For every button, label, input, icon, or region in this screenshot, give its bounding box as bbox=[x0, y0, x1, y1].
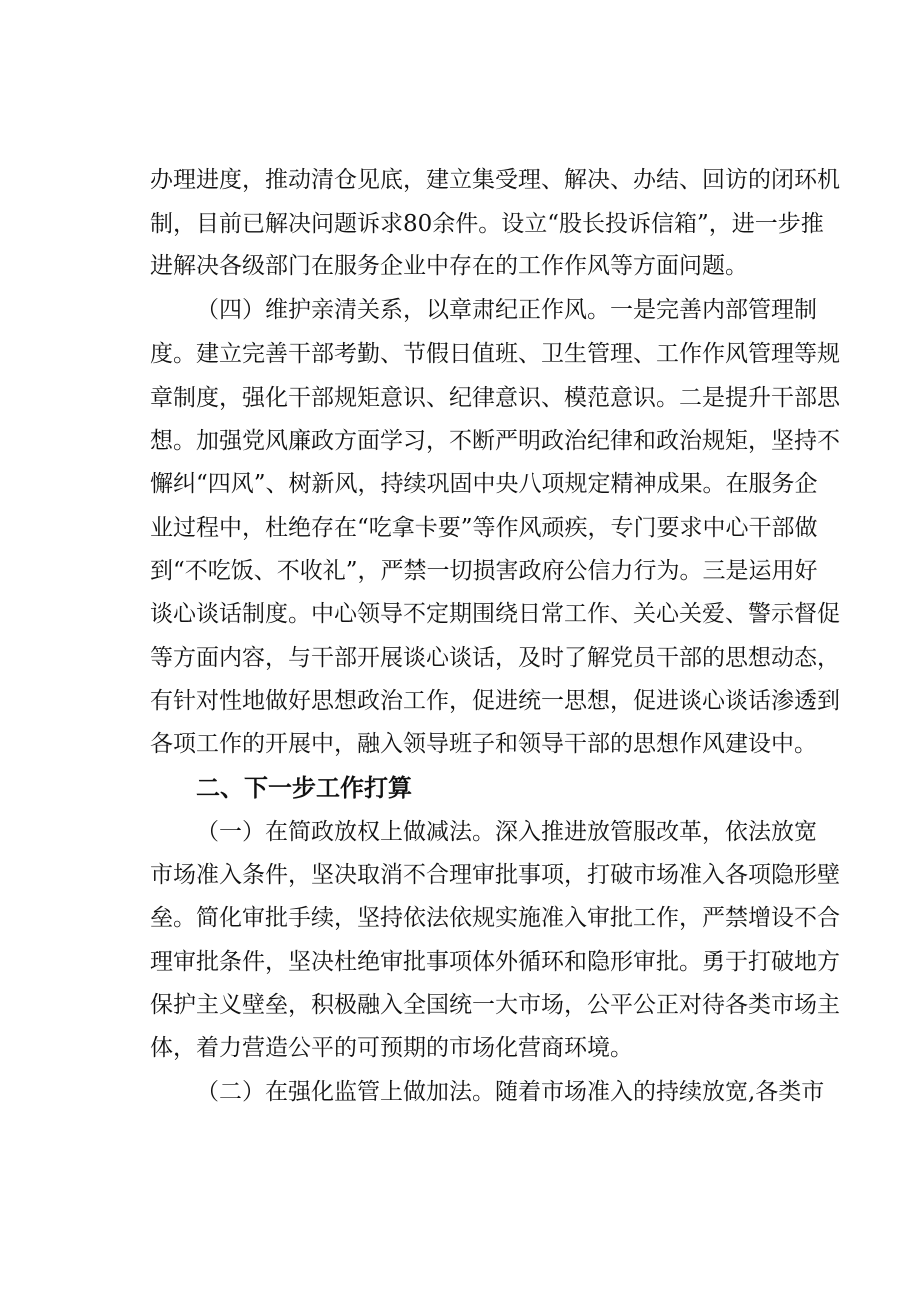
body-text-line: 章制度，强化干部规矩意识、纪律意识、模范意识。二是提升干部思 bbox=[150, 385, 840, 411]
body-text-line: 懈纠“四风”、树新风，持续巩固中央八项规定精神成果。在服务企 bbox=[150, 471, 818, 497]
body-text-line: 制，目前已解决问题诉求80余件。设立“股长投诉信箱”，进一步推 bbox=[150, 211, 824, 237]
body-text-line: 谈心谈话制度。中心领导不定期围绕日常工作、关心关爱、警示督促 bbox=[150, 601, 840, 627]
body-text-line: 理审批条件，坚决杜绝审批事项体外循环和隐形审批。勇于打破地方 bbox=[150, 949, 840, 975]
body-text-line: 进解决各级部门在服务企业中存在的工作作风等方面问题。 bbox=[150, 253, 748, 279]
paragraph-2-first-line: （二）在强化监管上做加法。随着市场准入的持续放宽,各类市 bbox=[196, 1079, 825, 1105]
body-text-line: 办理进度，推动清仓见底，建立集受理、解决、办结、回访的闭环机 bbox=[150, 167, 840, 193]
body-text-line: 保护主义壁垒，积极融入全国统一大市场，公平公正对待各类市场主 bbox=[150, 992, 840, 1018]
body-text-line: 度。建立完善干部考勤、节假日值班、卫生管理、工作作风管理等规 bbox=[150, 341, 840, 367]
body-text-line: 有针对性地做好思想政治工作，促进统一思想，促进谈心谈话渗透到 bbox=[150, 688, 840, 714]
body-text-line: 等方面内容，与干部开展谈心谈话，及时了解党员干部的思想动态， bbox=[150, 645, 840, 671]
body-text-line: 想。加强党风廉政方面学习，不断严明政治纪律和政治规矩，坚持不 bbox=[150, 428, 840, 454]
body-text-line: 到“不吃饭、不收礼”，严禁一切损害政府公信力行为。三是运用好 bbox=[150, 558, 818, 584]
body-text-line: 垒。简化审批手续，坚持依法依规实施准入审批工作，严禁增设不合 bbox=[150, 905, 840, 931]
body-text-line: 体，着力营造公平的可预期的市场化营商环境。 bbox=[150, 1035, 633, 1061]
paragraph-1-first-line: （一）在简政放权上做减法。深入推进放管服改革，依法放宽 bbox=[196, 819, 817, 845]
body-text-line: 各项工作的开展中，融入领导班子和领导干部的思想作风建设中。 bbox=[150, 731, 817, 757]
body-text-line: 业过程中，杜绝存在“吃拿卡要”等作风顽疾，专门要求中心干部做 bbox=[150, 515, 818, 541]
paragraph-4-first-line: （四）维护亲清关系，以章肃纪正作风。一是完善内部管理制 bbox=[196, 297, 817, 323]
section-heading: 二、下一步工作打算 bbox=[196, 774, 412, 802]
body-text-line: 市场准入条件，坚决取消不合理审批事项，打破市场准入各项隐形壁 bbox=[150, 862, 840, 888]
